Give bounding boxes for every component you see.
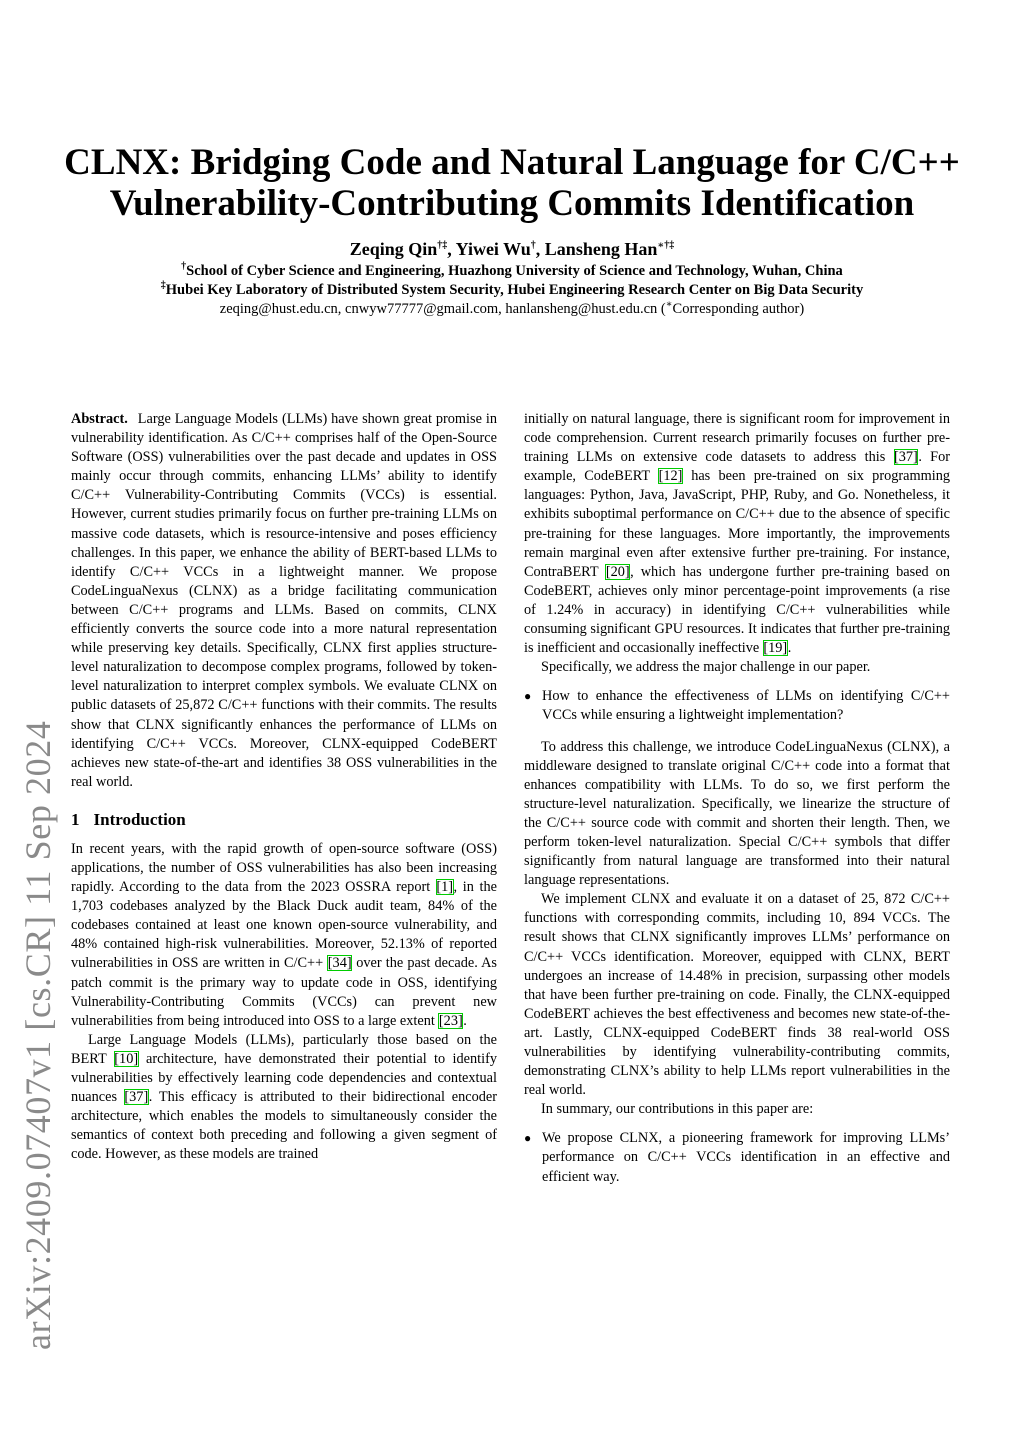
affiliation-text: School of Cyber Science and Engineering, Huazhong University of Science and Technology, Wuhan, China [186, 263, 843, 279]
affiliation-1 [60, 262, 964, 280]
paragraph-text: In recent years, with the rapid growth of open-source software (OSS) applications, the number of OSS vulnerabilities has also been increasing rapidly. According to the data from the 2023 OSSRA report [71, 840, 497, 896]
paragraph-text: has been pre-trained on six programming languages: Python, Java, JavaScript, PHP, Ruby, and Go. Nonetheless, it exhibits suboptimal performance on C/C++ due to the absence of specific pre-training for these languages. More importantly, the improvements remain marginal even after extensive further pre-training. For instance, ContraBERT [524, 468, 950, 580]
title-line-2: Vulnerability-Contributing Commits Identification [109, 183, 915, 224]
right-column [524, 410, 950, 1199]
abstract-text: Large Language Models (LLMs) have shown great promise in vulnerability identification. As C/C++ comprises half of the Open-Source Software (OSS) vulnerabilities over the past decade and updates in OSS mainly occur through commits, enhancing LLMs’ ability to identify C/C++ Vulnerability-Contributing Commits (VCCs) is essential. However, current studies primarily focus on further pre-training LLMs on massive code datasets, which is resource-intensive and poses efficiency challenges. In this paper, we enhance the ability of BERT-based LLMs to identify C/C++ VCCs in a lightweight manner. We propose CodeLinguaNexus (CLNX) as a bridge facilitating communication between C/C++ programs and LLMs. Based on commits, CLNX efficiently converts the source code into a more natural representation while preserving key details. Specifically, CLNX first applies structure-level naturalization to decompose complex programs, followed by token-level naturalization to interpret complex symbols. We evaluate CLNX on public datasets of 25,872 C/C++ functions with their commits. The results show that CLNX significantly enhances the performance of LLMs on identifying C/C++ VCCs. Moreover, CLNX-equipped CodeBERT achieves new state-of-the-art and identifies 38 OSS vulnerabilities in the real world. [71, 411, 497, 790]
citation-link[interactable]: [34] [327, 955, 352, 972]
author-separator: , [535, 239, 545, 259]
intro-paragraph-1 [71, 840, 497, 1031]
paragraph-text: , in the 1,703 codebases analyzed by the Black Duck audit team, 84% of the codebases contained at least one known open-source vulnerability, and 48% contained high-risk vulnerabilities. Moreover, 52.13% of reported vulnerabilities in OSS are written in C/C++ [71, 879, 498, 972]
affiliation-2 [60, 281, 964, 299]
citation-link[interactable]: [37] [894, 449, 918, 466]
corresponding-mark: ∗ [665, 299, 673, 311]
author-name: Yiwei Wu [455, 239, 531, 259]
right-paragraph-5: In summary, our contributions in this paper are: [541, 1101, 814, 1118]
paragraph-text: . [787, 640, 792, 657]
bullet-item [524, 687, 950, 725]
citation-link[interactable]: [23] [438, 1012, 463, 1029]
bullet-text: How to enhance the effectiveness of LLMs on identifying C/C++ VCCs while ensuring a lightweight implementation? [542, 688, 950, 724]
bullet-icon: ● [524, 1131, 532, 1146]
bullet-icon: ● [524, 689, 532, 704]
bullet-text: We propose CLNX, a pioneering framework for improving LLMs’ performance on C/C++ VCCs identification in an effective and efficient way. [542, 1130, 950, 1185]
paragraph-text: . This efficacy is attributed to their bidirectional encoder architecture, which enables the models to simultaneously consider the semantics of context both preceding and following a given segment of code. However, as these models are trained [71, 1089, 498, 1163]
paragraph-text: , which has undergone further pre-training based on CodeBERT, achieves only minor percentage-point improvements (a rise of 1.24% in accuracy) in identifying C/C++ vulnerabilities while consuming significant GPU resources. It indicates that further pre-training is inefficient and occasionally ineffective [524, 563, 950, 657]
right-paragraph-4: We implement CLNX and evaluate it on a dataset of 25, 872 C/C++ functions with corresponding commits, including 10, 894 VCCs. The result shows that CLNX significantly improves LLMs’ performance on C/C++ VCCs identification. Moreover, equipped with CLNX, BERT undergoes an increase of 14.48% in precision, surpassing other models that have been further pre-training on code. Finally, the CLNX-equipped CodeBERT achieves the best effectiveness and becomes new state-of-the-art. Lastly, CLNX-equipped CodeBERT finds 38 real-world OSS vulnerabilities by identifying vulnerability-contributing commits, demonstrating CLNX’s ability to help LLMs report vulnerabilities in the real world. [524, 891, 950, 1099]
author-list [60, 238, 964, 260]
author-affil-marks: †‡ [437, 240, 448, 251]
citation-link[interactable]: [10] [114, 1050, 139, 1067]
intro-paragraph-2 [71, 1031, 497, 1165]
left-column [71, 410, 497, 1164]
paragraph-text: over the past decade. As patch commit is the primary way to update code in OSS, identifying Vulnerability-Contributing Commits (VCCs) can prevent new vulnerabilities from being introduced into OSS to a large extent [71, 955, 498, 1029]
title-line-1: CLNX: Bridging Code and Natural Language for C/C++ [64, 142, 960, 183]
section-heading-introduction [71, 809, 497, 831]
author-separator: , [447, 239, 456, 259]
abstract [71, 410, 497, 792]
affiliation-mark: † [181, 261, 187, 273]
corresponding-note: Corresponding author) [672, 301, 805, 317]
affiliation-mark: ‡ [160, 280, 166, 292]
right-paragraph-2: Specifically, we address the major challenge in our paper. [541, 659, 871, 676]
citation-link[interactable]: [20] [605, 563, 630, 580]
arxiv-identifier-stamp: arXiv:2409.07407v1 [cs.CR] 11 Sep 2024 [18, 720, 58, 1350]
paper-title [60, 142, 964, 224]
paragraph-text: . [463, 1012, 467, 1029]
paragraph-text: Large Language Models (LLMs), particularly those based on the BERT [71, 1031, 497, 1067]
citation-link[interactable]: [37] [124, 1089, 149, 1106]
citation-link[interactable]: [1] [436, 879, 454, 896]
bullet-item [524, 1129, 950, 1186]
right-paragraph-3: To address this challenge, we introduce CodeLinguaNexus (CLNX), a middleware designed to translate original C/C++ code into a format that enhances compatibility with LLMs. To do so, we first perform the structure-level naturalization. Specifically, we linearize the structure of the C/C++ source code with commit and shorten their length. Then, we perform token-level naturalization. Special C/C++ symbols that differ significantly from natural language are transformed into their natural language representations. [524, 738, 950, 889]
author-affil-marks: ∗†‡ [657, 240, 675, 251]
abstract-label: Abstract. [71, 411, 128, 427]
author-name: Zeqing Qin [349, 239, 438, 259]
section-title: Introduction [93, 809, 186, 829]
citation-link[interactable]: [19] [763, 640, 788, 657]
paragraph-text: initially on natural language, there is significant room for improvement in code comprehension. Current research primarily focuses on further pre-training LLMs on extensive code datasets to address this [524, 411, 950, 466]
affiliation-text: Hubei Key Laboratory of Distributed System Security, Hubei Engineering Research Center on Big Data Security [165, 282, 864, 298]
author-affil-marks: † [530, 240, 536, 251]
email-list: zeqing@hust.edu.cn, cnwyw77777@gmail.com, hanlansheng@hust.edu.cn ( [219, 301, 666, 317]
citation-link[interactable]: [12] [658, 468, 683, 485]
right-paragraph-1 [524, 410, 950, 658]
paragraph-text: . For example, CodeBERT [524, 449, 950, 485]
section-number: 1 [71, 809, 80, 829]
paragraph-text: architecture, have demonstrated their potential to identify vulnerabilities by effectively learning code dependencies and contextual nuances [71, 1050, 497, 1106]
author-emails [60, 300, 964, 318]
author-name: Lansheng Han [544, 239, 658, 259]
